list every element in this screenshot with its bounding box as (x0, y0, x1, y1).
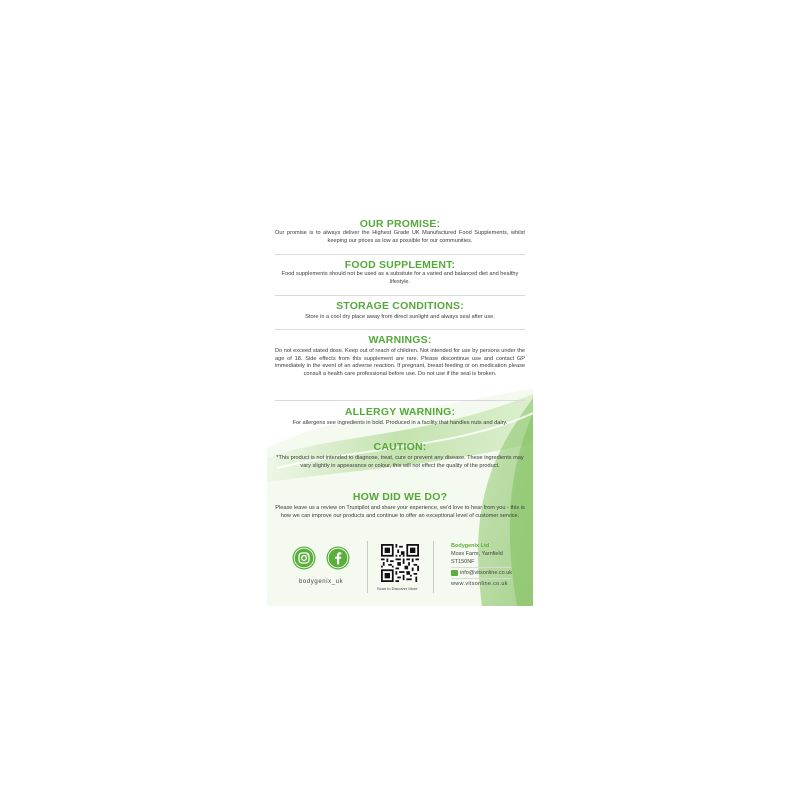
divider (275, 254, 525, 255)
qr-code[interactable] (381, 544, 419, 582)
section-heading-allergy-warning: ALLERGY WARNING: (344, 406, 456, 418)
website-link[interactable]: www.vitsonline.co.uk (451, 581, 508, 587)
footer-divider (367, 541, 368, 593)
address-line-2: ST150NF (451, 559, 475, 565)
section-body-our-promise: Our promise is to always deliver the Highest Grade UK Manufactured Food Supplements, whilst keeping our prices as low as possible for our communities. (275, 230, 525, 244)
section-heading-caution: CAUTION: (373, 441, 427, 453)
divider (275, 295, 525, 296)
qr-caption: Scan to Discover More (377, 586, 418, 591)
email-address[interactable]: info@vitsonline.co.uk (460, 570, 513, 576)
section-body-storage-conditions: Store in a cool dry place away from direct sunlight and always seal after use. (305, 314, 495, 320)
section-heading-how-did-we-do: HOW DID WE DO? (352, 491, 448, 503)
footer-divider (433, 541, 434, 593)
company-name: Bodygenix Ltd (451, 543, 490, 549)
section-heading-warnings: WARNINGS: (368, 334, 432, 346)
section-heading-our-promise: OUR PROMISE: (359, 218, 441, 230)
divider (275, 400, 525, 401)
facebook-icon[interactable] (326, 546, 350, 570)
leaflet-content (267, 198, 533, 606)
instagram-icon[interactable] (292, 546, 316, 570)
section-heading-food-supplement: FOOD SUPPLEMENT: (344, 259, 456, 271)
social-handle: bodygenix_uk (299, 579, 344, 585)
divider (451, 567, 511, 568)
section-body-how-did-we-do: Please leave us a review on Trustpilot and share your experience, we'd love to hear from you - this is how we can improve our products and continue to offer an exceptional level of customer service. (275, 505, 525, 519)
divider (451, 578, 511, 579)
section-heading-storage-conditions: STORAGE CONDITIONS: (336, 300, 464, 312)
section-body-allergy-warning: For allergens see ingredients in bold. Produced in a facility that handles nuts and dairy. (292, 420, 508, 426)
section-body-warnings: Do not exceed stated dose. Keep out of reach of children. Not intended for use by persons under the age of 18. Side effects from this supplement are rare. Please discontinue use and contact GP immediately in the event of an adverse reaction. If pregnant, breast feeding or on medication please consult a health care professional before use. Do not use if the seal is broken. (275, 348, 525, 377)
address-line-1: Moss Farm, Yarnfield (451, 551, 503, 557)
section-body-food-supplement: Food supplements should not be used as a subsitute for a varied and balanced diet and healthy lifestyle. (281, 271, 519, 285)
section-body-caution: *This product is not intended to diagnose, treat, cure or prevent any disease. These ingredients may vary slightly in appearance or colour, this will not effect the quality of the product. (276, 455, 524, 469)
info-leaflet (267, 198, 533, 606)
divider (275, 329, 525, 330)
email-icon (451, 570, 458, 576)
